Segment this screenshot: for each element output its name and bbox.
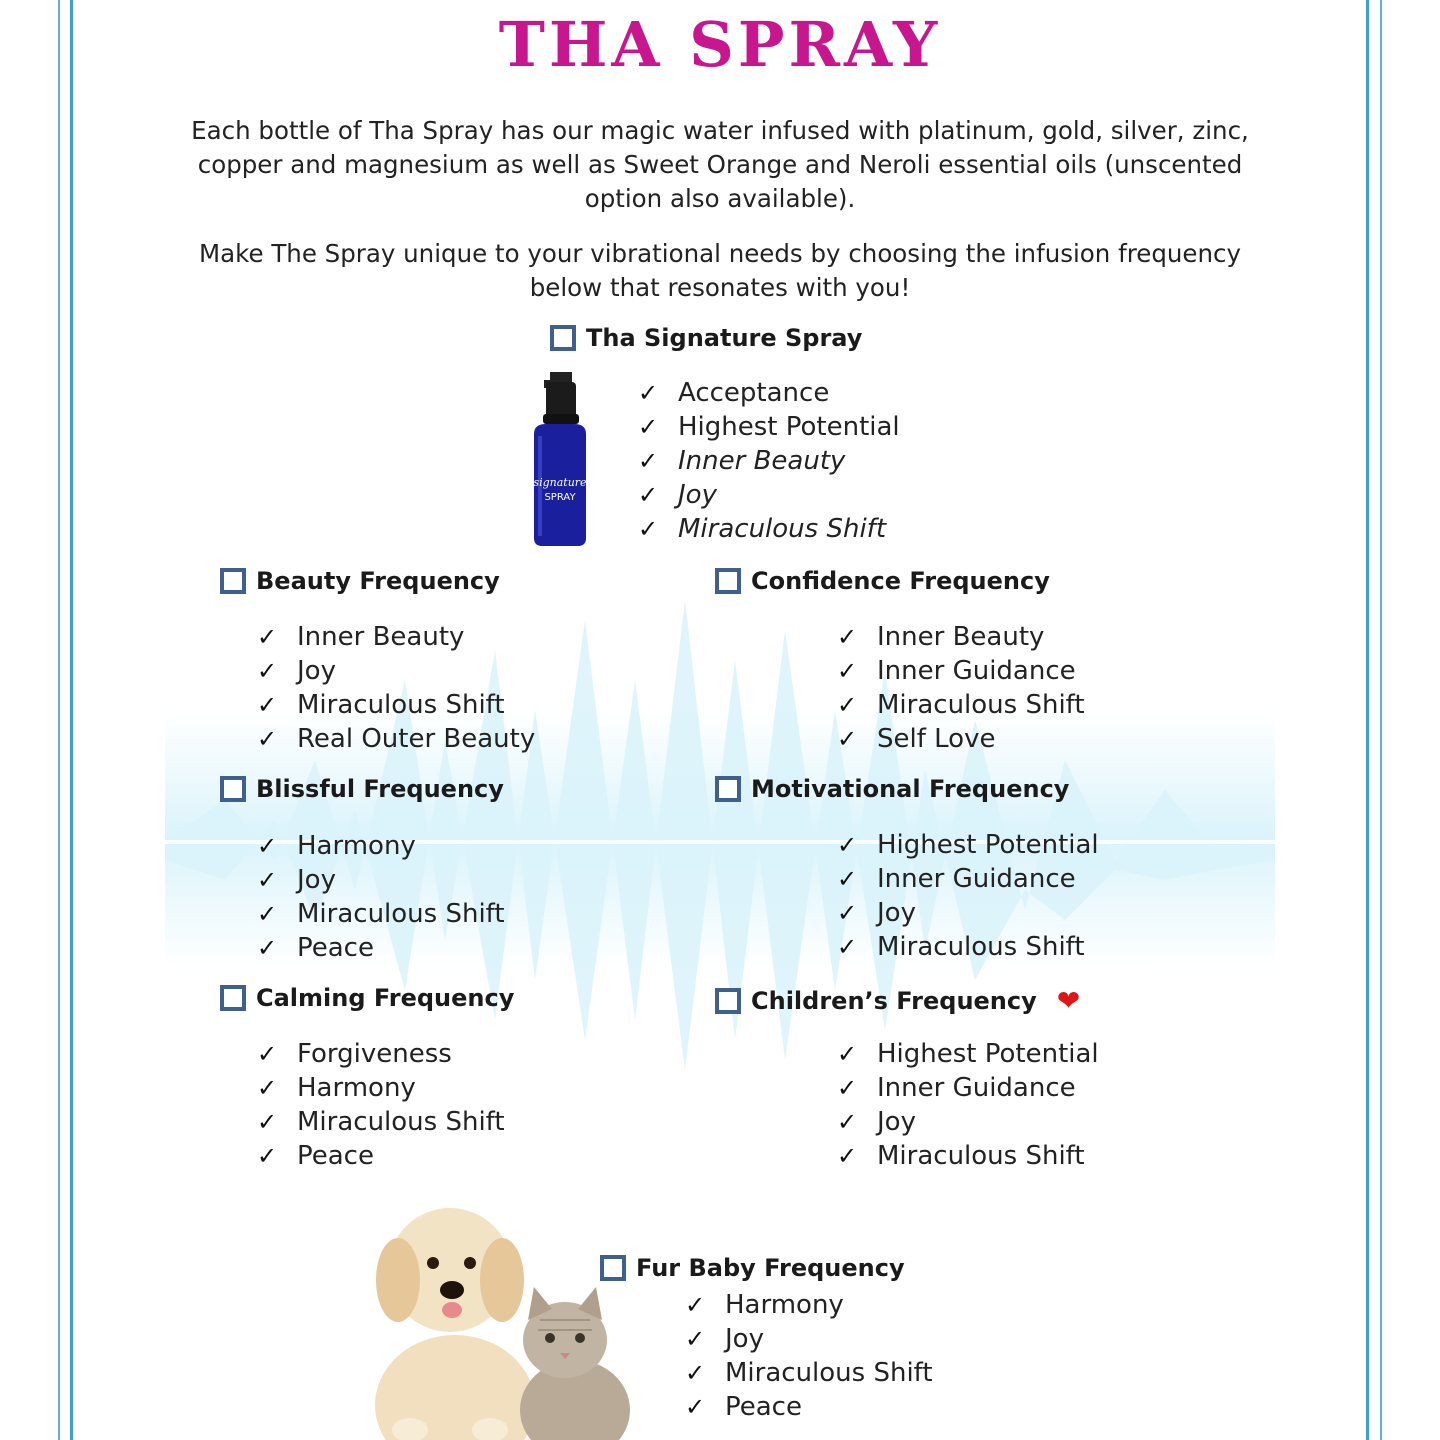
list-item: ✓ Peace	[257, 1141, 374, 1171]
beauty-frequency-option[interactable]	[220, 567, 500, 595]
beauty-checkbox[interactable]	[220, 568, 246, 594]
check-icon: ✓	[837, 1142, 858, 1170]
calming-frequency-option[interactable]	[220, 984, 514, 1012]
check-icon: ✓	[638, 379, 659, 407]
heart-icon: ❤	[1056, 984, 1081, 1017]
list-item: ✓ Joy	[685, 1324, 764, 1354]
list-item: ✓ Inner Beauty	[837, 622, 1045, 652]
list-item: ✓ Joy	[837, 1107, 916, 1137]
check-icon: ✓	[837, 865, 858, 893]
check-icon: ✓	[837, 657, 858, 685]
list-item: ✓ Inner Guidance	[837, 864, 1076, 894]
check-icon: ✓	[837, 933, 858, 961]
list-item: ✓ Miraculous Shift	[638, 514, 887, 544]
children-heading: Children’s Frequency	[751, 986, 1037, 1015]
signature-heading: Tha Signature Spray	[586, 324, 863, 352]
list-item: ✓ Highest Potential	[837, 1039, 1099, 1069]
calming-heading: Calming Frequency	[256, 984, 515, 1012]
motivational-list	[837, 828, 1099, 964]
check-icon: ✓	[638, 481, 659, 509]
fur-baby-heading: Fur Baby Frequency	[636, 1254, 905, 1282]
blissful-checkbox[interactable]	[220, 776, 246, 802]
spray-bottle-image	[526, 372, 594, 548]
fur-baby-checkbox[interactable]	[600, 1255, 626, 1281]
check-icon: ✓	[257, 1074, 278, 1102]
check-icon: ✓	[257, 691, 278, 719]
check-icon: ✓	[257, 725, 278, 753]
check-icon: ✓	[257, 1142, 278, 1170]
check-icon: ✓	[837, 691, 858, 719]
calming-list	[257, 1037, 505, 1173]
confidence-frequency-option[interactable]	[715, 567, 1050, 595]
blissful-frequency-option[interactable]	[220, 775, 504, 803]
beauty-list	[257, 620, 535, 756]
check-icon: ✓	[638, 413, 659, 441]
list-item: ✓ Inner Guidance	[837, 656, 1076, 686]
check-icon: ✓	[257, 623, 278, 651]
list-item: ✓ Inner Beauty	[257, 622, 465, 652]
page-border-right-inner	[1366, 0, 1369, 1440]
check-icon: ✓	[257, 866, 278, 894]
confidence-list	[837, 620, 1085, 756]
check-icon: ✓	[638, 447, 659, 475]
signature-list	[638, 376, 900, 546]
motivational-checkbox[interactable]	[715, 776, 741, 802]
list-item: ✓ Inner Beauty	[638, 446, 846, 476]
list-item: ✓ Forgiveness	[257, 1039, 452, 1069]
blissful-heading: Blissful Frequency	[256, 775, 504, 803]
check-icon: ✓	[257, 934, 278, 962]
beauty-heading: Beauty Frequency	[256, 567, 500, 595]
list-item: ✓ Peace	[257, 933, 374, 963]
list-item: ✓ Miraculous Shift	[837, 1141, 1085, 1171]
page-border-left-inner	[70, 0, 73, 1440]
check-icon: ✓	[837, 831, 858, 859]
list-item: ✓ Miraculous Shift	[257, 1107, 505, 1137]
list-item: ✓ Peace	[685, 1392, 802, 1422]
check-icon: ✓	[837, 1074, 858, 1102]
check-icon: ✓	[837, 1040, 858, 1068]
list-item: ✓ Joy	[837, 898, 916, 928]
list-item: ✓ Self Love	[837, 724, 996, 754]
calming-checkbox[interactable]	[220, 985, 246, 1011]
list-item: ✓ Miraculous Shift	[685, 1358, 933, 1388]
intro-paragraph: Each bottle of Tha Spray has our magic water infused with platinum, gold, silver, zinc, copper and magnesium as well as Sweet Orange and Neroli essential oils (unscented option also available).	[191, 116, 1249, 213]
children-list	[837, 1037, 1099, 1173]
check-icon: ✓	[685, 1325, 706, 1353]
svg-text:SPRAY: SPRAY	[544, 492, 576, 503]
check-icon: ✓	[257, 832, 278, 860]
list-item: ✓ Miraculous Shift	[257, 690, 505, 720]
list-item: ✓ Miraculous Shift	[837, 932, 1085, 962]
list-item: ✓ Acceptance	[638, 378, 830, 408]
check-icon: ✓	[685, 1359, 706, 1387]
list-item: ✓ Miraculous Shift	[837, 690, 1085, 720]
list-item: ✓ Inner Guidance	[837, 1073, 1076, 1103]
check-icon: ✓	[257, 900, 278, 928]
fur-baby-list	[685, 1288, 933, 1424]
check-icon: ✓	[257, 657, 278, 685]
check-icon: ✓	[685, 1291, 706, 1319]
signature-checkbox[interactable]	[550, 325, 576, 351]
list-item: ✓ Harmony	[685, 1290, 844, 1320]
svg-text:signature: signature	[533, 476, 587, 489]
check-icon: ✓	[837, 623, 858, 651]
check-icon: ✓	[257, 1108, 278, 1136]
check-icon: ✓	[638, 515, 659, 543]
blissful-list	[257, 829, 505, 965]
fur-baby-frequency-option[interactable]	[600, 1254, 905, 1282]
confidence-heading: Confidence Frequency	[751, 567, 1050, 595]
check-icon: ✓	[685, 1393, 706, 1421]
list-item: ✓ Real Outer Beauty	[257, 724, 536, 754]
check-icon: ✓	[837, 899, 858, 927]
check-icon: ✓	[837, 725, 858, 753]
confidence-checkbox[interactable]	[715, 568, 741, 594]
puppy-and-kitten-image	[340, 1195, 640, 1440]
motivational-frequency-option[interactable]	[715, 775, 1069, 803]
list-item: ✓ Highest Potential	[837, 830, 1099, 860]
signature-spray-option[interactable]	[550, 324, 862, 352]
instruction-paragraph: Make The Spray unique to your vibrational needs by choosing the infusion frequency below that resonates with you!	[199, 239, 1241, 302]
check-icon: ✓	[257, 1040, 278, 1068]
list-item: ✓ Miraculous Shift	[257, 899, 505, 929]
page-title: THA SPRAY	[498, 8, 942, 81]
list-item: ✓ Harmony	[257, 1073, 416, 1103]
list-item: ✓ Joy	[257, 865, 336, 895]
check-icon: ✓	[837, 1108, 858, 1136]
list-item: ✓ Joy	[257, 656, 336, 686]
page-border-right-outer	[1380, 0, 1382, 1440]
list-item: ✓ Joy	[638, 480, 717, 510]
children-frequency-option[interactable]	[715, 984, 1080, 1017]
page-border-left-outer	[58, 0, 60, 1440]
list-item: ✓ Harmony	[257, 831, 416, 861]
children-checkbox[interactable]	[715, 988, 741, 1014]
motivational-heading: Motivational Frequency	[751, 775, 1070, 803]
list-item: ✓ Highest Potential	[638, 412, 900, 442]
